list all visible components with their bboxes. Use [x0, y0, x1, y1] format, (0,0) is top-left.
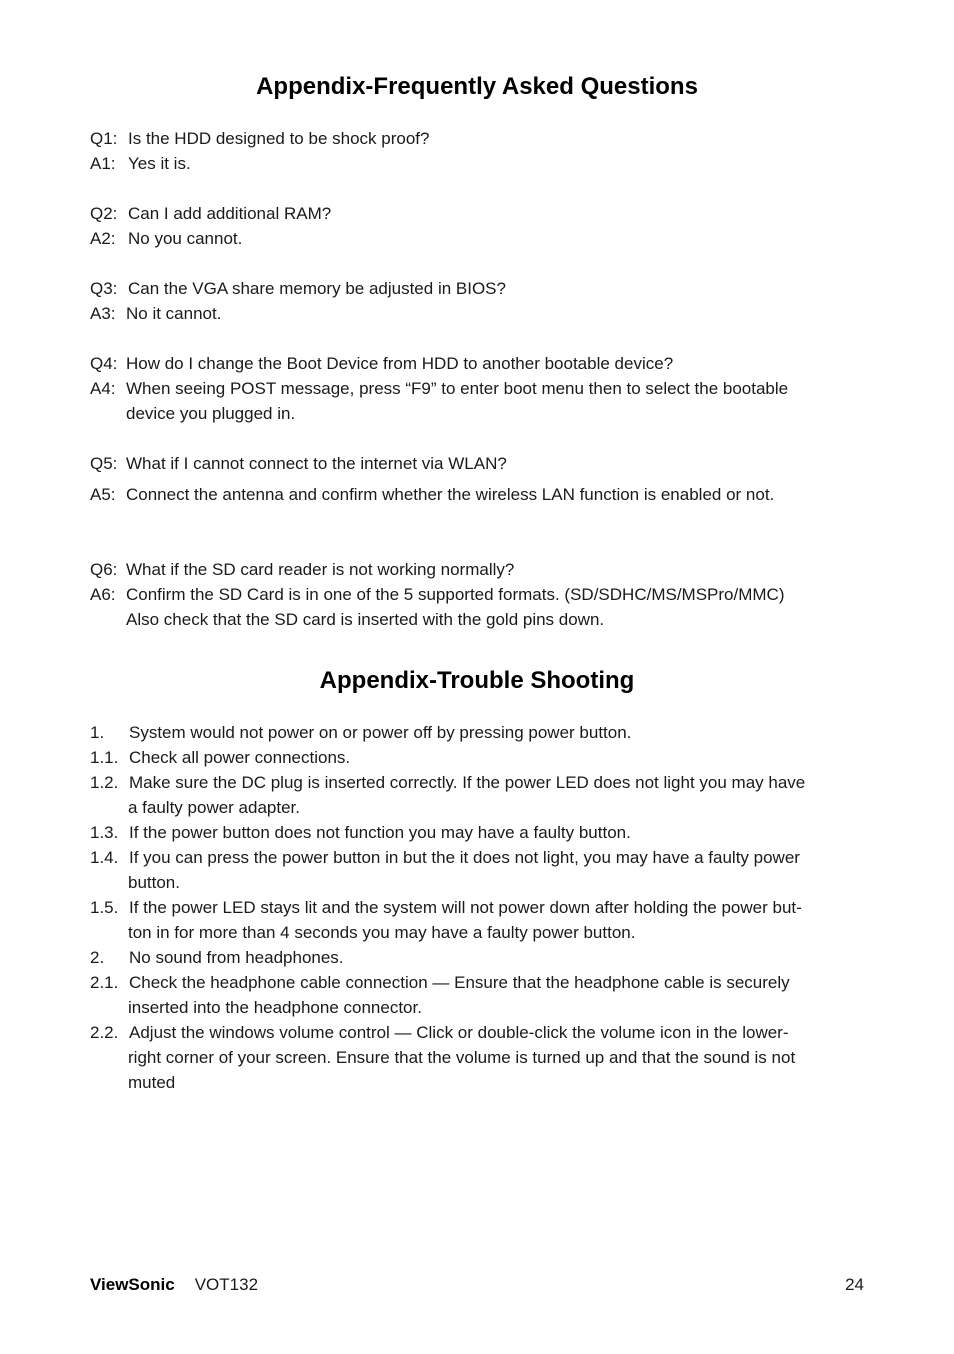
- brand-name: ViewSonic: [90, 1275, 175, 1294]
- page-number: 24: [845, 1275, 864, 1294]
- question-tag: Q6:: [90, 560, 118, 579]
- item-text: Make sure the DC plug is inserted correctly. If the power LED does not light you may have: [129, 773, 806, 792]
- item-text: If the power button does not function you may have a faulty button.: [129, 823, 631, 842]
- faq-answer-1: [90, 151, 191, 176]
- answer-tag: A5:: [90, 485, 116, 504]
- question-tag: Q3:: [90, 279, 118, 298]
- item-number: 1.1.: [90, 748, 119, 767]
- ts-item-1: [90, 720, 631, 745]
- question-text: Can I add additional RAM?: [128, 204, 332, 223]
- faq-answer-2: [90, 226, 242, 251]
- item-number: 2.1.: [90, 973, 119, 992]
- answer-tag: A3:: [90, 304, 116, 323]
- faq-question-1: [90, 126, 429, 151]
- faq-answer-3: [90, 301, 221, 326]
- answer-text: No it cannot.: [126, 304, 222, 323]
- item-text: No sound from headphones.: [129, 948, 344, 967]
- item-text: Check the headphone cable connection — Ensure that the headphone cable is securely: [129, 973, 790, 992]
- faq-answer-6: [90, 582, 784, 607]
- faq-question-2: [90, 201, 331, 226]
- answer-text: When seeing POST message, press “F9” to enter boot menu then to select the bootable: [126, 379, 789, 398]
- ts-item-1-5-continued: ton in for more than 4 seconds you may have a faulty power button.: [128, 923, 636, 942]
- item-text: If the power LED stays lit and the system will not power down after holding the power but-: [129, 898, 802, 917]
- ts-item-1-2: [90, 770, 805, 795]
- question-tag: Q5:: [90, 454, 118, 473]
- question-text: What if I cannot connect to the internet via WLAN?: [126, 454, 507, 473]
- ts-item-1-2-continued: a faulty power adapter.: [128, 798, 301, 817]
- item-text: If you can press the power button in but the it does not light, you may have a faulty power: [129, 848, 800, 867]
- item-number: 1.: [90, 723, 105, 742]
- faq-title: Appendix-Frequently Asked Questions: [256, 73, 698, 100]
- answer-text: Connect the antenna and confirm whether the wireless LAN function is enabled or not.: [126, 485, 775, 504]
- question-tag: Q1:: [90, 129, 118, 148]
- answer-tag: A4:: [90, 379, 116, 398]
- item-number: 1.2.: [90, 773, 119, 792]
- item-number: 1.3.: [90, 823, 119, 842]
- ts-item-2-1-continued: inserted into the headphone connector.: [128, 998, 422, 1017]
- question-text: Is the HDD designed to be shock proof?: [128, 129, 430, 148]
- model-number: VOT132: [194, 1275, 259, 1294]
- ts-item-2-2-continued-2: muted: [128, 1073, 176, 1092]
- page-footer: [90, 1272, 864, 1297]
- ts-item-2-1: [90, 970, 790, 995]
- question-text: Can the VGA share memory be adjusted in BIOS?: [128, 279, 506, 298]
- ts-item-2-2: [90, 1020, 789, 1045]
- item-number: 2.: [90, 948, 105, 967]
- ts-item-1-1: [90, 745, 350, 770]
- item-text: System would not power on or power off by pressing power button.: [129, 723, 632, 742]
- ts-item-1-5: [90, 895, 802, 920]
- answer-text: No you cannot.: [128, 229, 243, 248]
- faq-answer-5: [90, 482, 774, 507]
- faq-question-6: [90, 557, 514, 582]
- item-number: 1.5.: [90, 898, 119, 917]
- faq-answer-6-continued: Also check that the SD card is inserted with the gold pins down.: [126, 610, 605, 629]
- item-text: Adjust the windows volume control — Click or double-click the volume icon in the lower-: [129, 1023, 789, 1042]
- faq-answer-4: [90, 376, 788, 401]
- ts-item-1-3: [90, 820, 631, 845]
- answer-text: Confirm the SD Card is in one of the 5 supported formats. (SD/SDHC/MS/MSPro/MMC): [126, 585, 785, 604]
- question-text: How do I change the Boot Device from HDD to another bootable device?: [126, 354, 674, 373]
- item-text: Check all power connections.: [129, 748, 351, 767]
- ts-item-1-4: [90, 845, 800, 870]
- faq-question-4: [90, 351, 673, 376]
- answer-tag: A2:: [90, 229, 116, 248]
- answer-tag: A6:: [90, 585, 116, 604]
- troubleshooting-title: Appendix-Trouble Shooting: [319, 667, 635, 694]
- faq-question-3: [90, 276, 506, 301]
- question-text: What if the SD card reader is not working normally?: [126, 560, 515, 579]
- question-tag: Q4:: [90, 354, 118, 373]
- question-tag: Q2:: [90, 204, 118, 223]
- item-number: 1.4.: [90, 848, 119, 867]
- ts-item-2-2-continued: right corner of your screen. Ensure that the volume is turned up and that the sound is not: [128, 1048, 796, 1067]
- faq-answer-4-continued: device you plugged in.: [126, 404, 296, 423]
- answer-tag: A1:: [90, 154, 116, 173]
- answer-text: Yes it is.: [128, 154, 191, 173]
- faq-question-5: [90, 451, 507, 476]
- ts-item-2: [90, 945, 344, 970]
- ts-item-1-4-continued: button.: [128, 873, 180, 892]
- item-number: 2.2.: [90, 1023, 119, 1042]
